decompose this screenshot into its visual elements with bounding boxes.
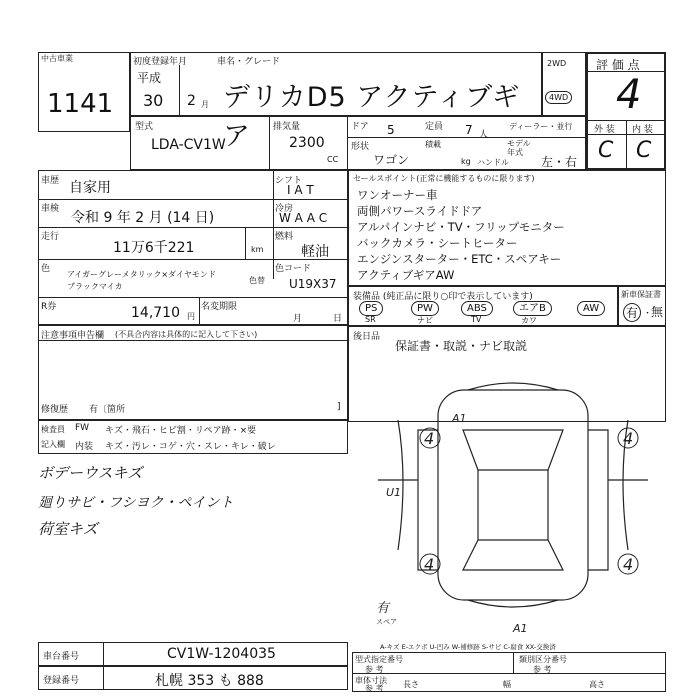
damage-legend: A-キズ E-エクボ U-凹み W-補修跡 S-サビ C-腐食 XX-交換済 (380, 643, 556, 651)
kg-unit: kg (461, 157, 471, 166)
equipment-box (348, 286, 618, 326)
load-label: 積載 (425, 140, 441, 149)
tire-fl: 4 (424, 429, 435, 448)
chassis: CV1W-1204035 (167, 646, 276, 662)
color-code: U19X37 (289, 277, 337, 291)
month-unit: 月 (201, 100, 209, 109)
color-line2: ブラックマイカ (67, 282, 123, 291)
accessories: 保証書・取説・ナビ取説 (395, 339, 528, 353)
era-label: 平成 (137, 71, 162, 85)
model-year-label: モデル年式 (507, 139, 531, 157)
shift-label: シフト (275, 176, 303, 186)
first-reg-label: 初度登録年月 (133, 57, 188, 67)
mark-spare-label: スペア (376, 618, 397, 626)
color-line1: アイガーグレーメタリック×ダイヤモンド (67, 270, 216, 279)
repair-value: 有〔箇所 (89, 405, 126, 415)
inspector-label: 検査員 (41, 425, 65, 434)
evaluation-box (586, 52, 666, 170)
notes-sub: (不具合内容は具体的に記入して下さい) (115, 330, 258, 339)
color-code-label: 色コード (275, 264, 312, 274)
sales-point-item: アクティブギアAW (357, 268, 455, 282)
lot-number-box (38, 52, 130, 132)
aircon-label: 冷房 (275, 204, 294, 214)
type-designation-label: 型式指定番号 (355, 655, 403, 664)
exterior-label: 外 装 (594, 125, 615, 135)
dealer-label: ディーラー・並行 (509, 122, 573, 131)
lot-number: 1141 (47, 89, 114, 119)
warranty-no: 無 (651, 305, 664, 319)
reference-label: 参 考 (533, 665, 552, 674)
shift: I A T (287, 183, 314, 197)
reference-label: 参 考 (365, 665, 384, 674)
sales-points-label: セールスポイント(正常に機能するものに限ります) (353, 174, 535, 183)
equipment-airbag: エアB (513, 301, 552, 316)
reference-label: 参 考 (365, 684, 384, 693)
interior-grade: C (636, 138, 652, 163)
shape: ワゴン (373, 153, 410, 167)
tire-rl: 4 (424, 555, 435, 574)
history: 自家用 (69, 180, 111, 196)
equipment-aw: AW (577, 301, 605, 316)
inspection: 令和 9 年 2 月 (14 日) (71, 210, 215, 226)
equipment-leather: カワ (521, 316, 537, 325)
car-name: デリカD5 アクティブギア (223, 82, 521, 152)
width-label: 幅 (503, 680, 511, 689)
equipment-abs: ABS (461, 301, 493, 316)
sales-point-item: エンジンスターター・ETC・スペアキー (357, 252, 562, 266)
aircon: W A A C (279, 211, 328, 225)
equipment-sr: SR (365, 315, 376, 324)
capacity-label: 定員 (425, 122, 444, 132)
notes-box: 注意事項申告欄 (不具合内容は具体的に記入して下さい) 修復歴 有〔箇所 ] (38, 325, 348, 420)
length-label: 長さ (403, 680, 419, 689)
warranty-yes: 有 (623, 303, 641, 322)
handle-label: ハンドル (477, 158, 509, 167)
sales-point-item: ワンオーナー車 (357, 188, 438, 202)
inspector-entry (38, 420, 348, 454)
registry-box (352, 652, 666, 692)
inspection-label: 車検 (41, 204, 60, 214)
persons-unit: 人 (479, 130, 489, 140)
chassis-label: 車台番号 (43, 652, 80, 662)
drive-2wd: 2WD (547, 59, 567, 68)
km-unit: km (251, 245, 264, 254)
plate-label: 登録番号 (43, 676, 80, 686)
drive-box (542, 52, 586, 116)
car-diagram (376, 370, 668, 635)
displacement-label: 排気量 (273, 122, 301, 132)
shape-label: 形状 (351, 142, 370, 152)
tire-rr: 4 (623, 555, 634, 574)
mileage-label: 走行 (41, 232, 60, 242)
displacement: 2300 (289, 135, 325, 151)
name-label: 車名・グレード (217, 57, 281, 67)
warranty-label: 新車保証書 (621, 290, 661, 299)
notes-label: 注意事項申告欄 (41, 331, 105, 341)
equipment-tv: TV (471, 315, 482, 324)
doors: 5 (387, 123, 395, 137)
color-swap-label: 色替 (249, 276, 265, 285)
handwritten-note: ボデーウスキズ (38, 464, 143, 482)
equipment-ps: PS (359, 301, 383, 316)
interior-label: 内 装 (632, 125, 653, 135)
handwritten-note: 荷室キズ (38, 520, 98, 538)
recycle-label: R券 (41, 302, 57, 312)
doors-label: ドア (351, 122, 369, 132)
repair-label: 修復歴 (41, 405, 69, 415)
inspect-ext-items: キズ・飛石・ヒビ割・リペア跡・×要 (105, 426, 257, 436)
inspect-int-items: キズ・汚レ・コゲ・穴・スレ・キレ・破レ (105, 442, 276, 452)
mark-spare: 有 (376, 601, 390, 616)
height-label: 高さ (589, 680, 605, 689)
name-change-label: 名変期限 (201, 302, 238, 312)
sales-point-item: アルパインナビ・TV・フリップモニター (357, 220, 565, 234)
accessories-label: 後日品 (353, 332, 381, 342)
mileage: 11万6千221 (113, 240, 195, 256)
mark-front-a: A1 (452, 412, 467, 425)
entry-label: 記入欄 (41, 440, 65, 449)
history-label: 車歴 (41, 176, 60, 186)
inspect-int-label: 内装 (75, 442, 94, 452)
first-reg-month: 2 (187, 93, 196, 109)
fuel: 軽油 (301, 244, 329, 260)
handwritten-note: 廻りサビ・フシヨク・ペイント (38, 495, 234, 511)
model-row (130, 116, 586, 170)
color-label: 色 (41, 264, 51, 274)
equipment-label: 装備品 (純正品に限り○印で表示しています) (353, 292, 533, 302)
drive-4wd: 4WD (545, 91, 572, 104)
class-label: 類別区分番号 (519, 655, 567, 664)
exterior-grade: C (598, 138, 614, 163)
equipment-pw: PW (411, 301, 439, 316)
chassis-row (38, 642, 348, 666)
sales-point-item: バックカメラ・シートヒーター (357, 236, 518, 250)
yen-unit: 円 (187, 312, 195, 321)
recycle-amount: 14,710 (131, 305, 180, 321)
fuel-label: 燃料 (275, 232, 294, 242)
sales-points-box (348, 170, 666, 286)
corner-stamp: 中古車業 (41, 54, 73, 63)
name-change-month: 月 (293, 314, 303, 324)
mark-rear-a: A1 (513, 622, 528, 635)
inspect-fw: FW (75, 423, 90, 433)
name-change-day: 日 (333, 314, 343, 324)
cc-unit: CC (327, 155, 339, 164)
tire-fr: 4 (623, 429, 634, 448)
model-label: 型式 (135, 122, 154, 132)
score: 4 (616, 72, 642, 118)
plate-row (38, 666, 348, 690)
left-info (38, 170, 348, 325)
model: LDA-CV1W (151, 137, 226, 153)
eval-label: 評 価 点 (596, 58, 640, 72)
first-reg-year: 30 (143, 91, 164, 110)
warranty-box: 新車保証書 有 ・ 無 (618, 286, 666, 326)
handle: 左・右 (541, 155, 578, 169)
equipment-navi: ナビ (417, 316, 433, 325)
capacity: 7 (465, 123, 473, 137)
mark-side-u: U1 (386, 486, 402, 499)
sales-point-item: 両側パワースライドドア (357, 204, 483, 218)
size-label: 車体寸法 (355, 676, 387, 685)
plate: 札幌 353 も 888 (155, 673, 264, 689)
